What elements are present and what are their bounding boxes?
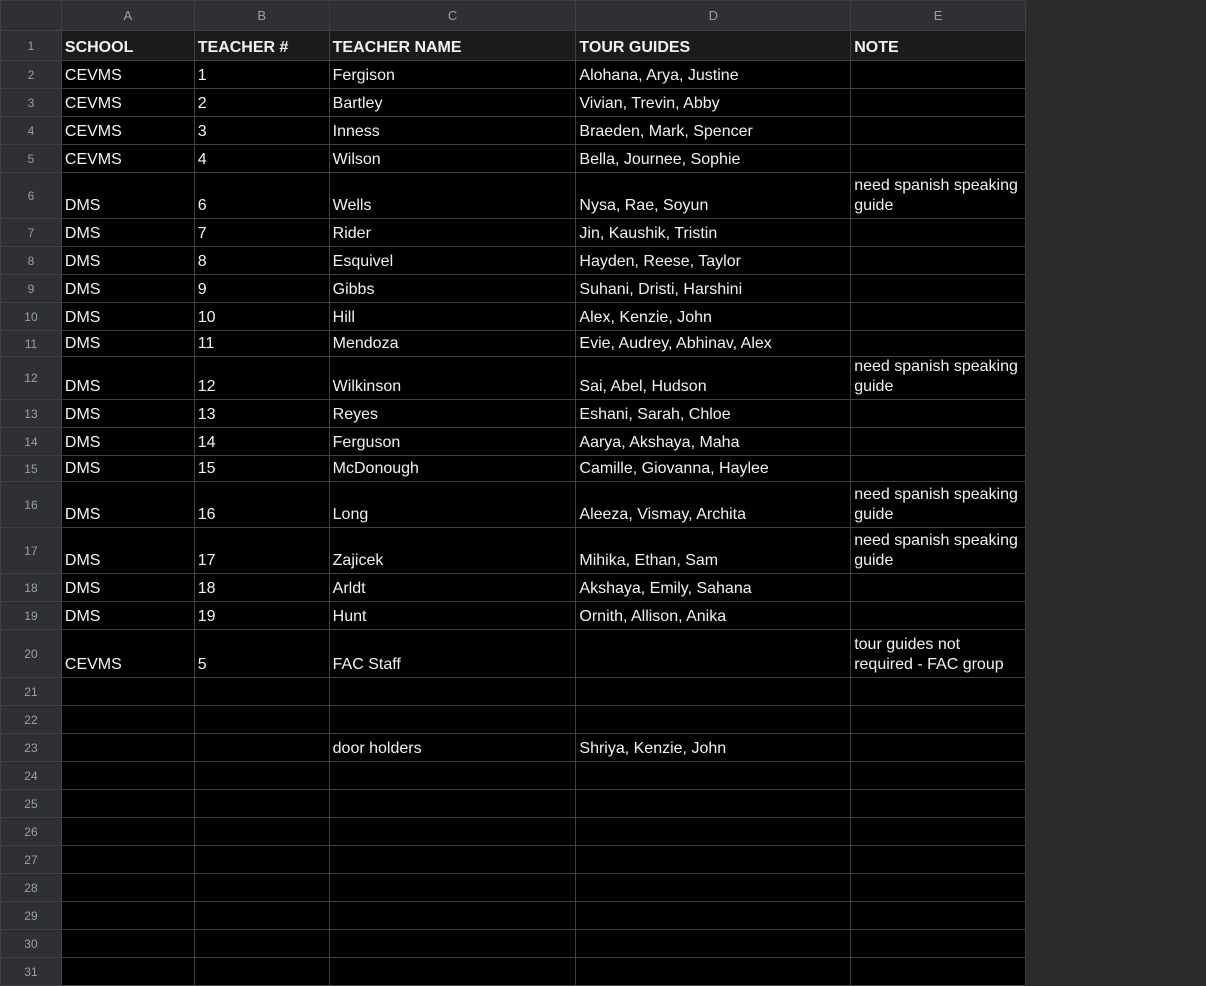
cell-school[interactable]: DMS — [61, 331, 194, 357]
cell-school[interactable] — [61, 846, 194, 874]
cell-note[interactable]: need spanish speaking guide — [851, 173, 1026, 219]
table-row — [1, 734, 1026, 762]
cell-school[interactable] — [61, 874, 194, 902]
cell-note[interactable] — [851, 930, 1026, 958]
row-header[interactable]: 7 — [1, 219, 62, 247]
column-header-d[interactable]: D — [576, 1, 851, 31]
cell-school[interactable] — [61, 958, 194, 986]
cell-teacher-name[interactable] — [329, 678, 576, 706]
table-row — [1, 145, 1026, 173]
row-header[interactable]: 21 — [1, 678, 62, 706]
row-header[interactable]: 13 — [1, 400, 62, 428]
cell-teacher-name[interactable]: door holders — [329, 734, 576, 762]
cell-tour-guides[interactable] — [576, 958, 851, 986]
row-header[interactable]: 4 — [1, 117, 62, 145]
select-all-corner[interactable] — [1, 1, 62, 31]
cell-tour-guides[interactable]: Aleeza, Vismay, Archita — [576, 482, 851, 528]
table-row — [1, 902, 1026, 930]
column-title-tour-guides[interactable]: TOUR GUIDES — [576, 31, 851, 61]
column-header-c[interactable]: C — [329, 1, 576, 31]
column-title-school[interactable]: SCHOOL — [61, 31, 194, 61]
row-header[interactable]: 11 — [1, 331, 62, 357]
empty-sheet-area — [1026, 0, 1206, 951]
cell-tour-guides[interactable]: Evie, Audrey, Abhinav, Alex — [576, 331, 851, 357]
cell-note[interactable] — [851, 762, 1026, 790]
row-header[interactable]: 10 — [1, 303, 62, 331]
cell-teacher-number[interactable] — [194, 930, 329, 958]
column-header-a[interactable]: A — [61, 1, 194, 31]
cell-teacher-name[interactable]: Long — [329, 482, 576, 528]
row-header[interactable]: 24 — [1, 762, 62, 790]
cell-teacher-number[interactable]: 7 — [194, 219, 329, 247]
cell-note[interactable] — [851, 145, 1026, 173]
cell-school[interactable] — [61, 902, 194, 930]
row-header[interactable]: 26 — [1, 818, 62, 846]
cell-teacher-name[interactable]: Zajicek — [329, 528, 576, 574]
cell-note[interactable] — [851, 846, 1026, 874]
cell-teacher-name[interactable]: Rider — [329, 219, 576, 247]
cell-school[interactable]: DMS — [61, 574, 194, 602]
cell-teacher-number[interactable]: 19 — [194, 602, 329, 630]
cell-teacher-name[interactable]: Wilson — [329, 145, 576, 173]
row-header[interactable]: 17 — [1, 528, 62, 574]
cell-note[interactable] — [851, 331, 1026, 357]
row-header[interactable]: 2 — [1, 61, 62, 89]
cell-note[interactable] — [851, 602, 1026, 630]
column-title-note[interactable]: NOTE — [851, 31, 1026, 61]
row-header[interactable]: 28 — [1, 874, 62, 902]
cell-teacher-number[interactable]: 11 — [194, 331, 329, 357]
cell-note[interactable] — [851, 219, 1026, 247]
cell-school[interactable]: DMS — [61, 173, 194, 219]
row-header[interactable]: 27 — [1, 846, 62, 874]
cell-teacher-number[interactable]: 3 — [194, 117, 329, 145]
cell-school[interactable] — [61, 706, 194, 734]
cell-tour-guides[interactable] — [576, 930, 851, 958]
cell-teacher-name[interactable] — [329, 874, 576, 902]
cell-school[interactable] — [61, 678, 194, 706]
cell-school[interactable]: DMS — [61, 303, 194, 331]
cell-tour-guides[interactable]: Alex, Kenzie, John — [576, 303, 851, 331]
table-row — [1, 528, 1026, 574]
row-header[interactable]: 14 — [1, 428, 62, 456]
table-row — [1, 357, 1026, 400]
table-row — [1, 602, 1026, 630]
cell-teacher-name[interactable]: FAC Staff — [329, 630, 576, 678]
cell-teacher-name[interactable]: Inness — [329, 117, 576, 145]
cell-teacher-name[interactable]: McDonough — [329, 456, 576, 482]
cell-tour-guides[interactable]: Shriya, Kenzie, John — [576, 734, 851, 762]
cell-school[interactable]: CEVMS — [61, 117, 194, 145]
row-header[interactable]: 20 — [1, 630, 62, 678]
cell-school[interactable]: CEVMS — [61, 61, 194, 89]
cell-note[interactable] — [851, 428, 1026, 456]
cell-tour-guides[interactable]: Braeden, Mark, Spencer — [576, 117, 851, 145]
row-header[interactable]: 19 — [1, 602, 62, 630]
row-header[interactable]: 12 — [1, 357, 62, 400]
cell-teacher-number[interactable]: 10 — [194, 303, 329, 331]
cell-tour-guides[interactable] — [576, 706, 851, 734]
cell-school[interactable]: DMS — [61, 528, 194, 574]
cell-tour-guides[interactable] — [576, 874, 851, 902]
table-row — [1, 874, 1026, 902]
cell-note[interactable] — [851, 117, 1026, 145]
table-row — [1, 846, 1026, 874]
cell-note[interactable] — [851, 958, 1026, 986]
cell-teacher-number[interactable]: 8 — [194, 247, 329, 275]
header-row — [1, 31, 1026, 61]
cell-teacher-name[interactable]: Wells — [329, 173, 576, 219]
cell-tour-guides[interactable] — [576, 902, 851, 930]
cell-tour-guides[interactable]: Alohana, Arya, Justine — [576, 61, 851, 89]
cell-teacher-number[interactable]: 15 — [194, 456, 329, 482]
cell-note[interactable]: tour guides not required - FAC group — [851, 630, 1026, 678]
row-header[interactable]: 31 — [1, 958, 62, 986]
table-row — [1, 958, 1026, 986]
cell-tour-guides[interactable] — [576, 846, 851, 874]
row-header[interactable]: 23 — [1, 734, 62, 762]
column-title-teacher-number[interactable]: TEACHER # — [194, 31, 329, 61]
cell-teacher-number[interactable] — [194, 874, 329, 902]
cell-note[interactable] — [851, 734, 1026, 762]
cell-note[interactable]: need spanish speaking guide — [851, 357, 1026, 400]
cell-teacher-name[interactable]: Ferguson — [329, 428, 576, 456]
cell-school[interactable] — [61, 762, 194, 790]
cell-note[interactable] — [851, 678, 1026, 706]
row-header[interactable]: 30 — [1, 930, 62, 958]
row-header[interactable]: 5 — [1, 145, 62, 173]
cell-teacher-name[interactable] — [329, 790, 576, 818]
cell-teacher-number[interactable]: 14 — [194, 428, 329, 456]
cell-note[interactable] — [851, 574, 1026, 602]
cell-note[interactable] — [851, 247, 1026, 275]
cell-teacher-number[interactable]: 16 — [194, 482, 329, 528]
cell-tour-guides[interactable] — [576, 818, 851, 846]
cell-teacher-number[interactable] — [194, 818, 329, 846]
row-header[interactable]: 6 — [1, 173, 62, 219]
table-row — [1, 818, 1026, 846]
cell-teacher-number[interactable] — [194, 846, 329, 874]
table-row — [1, 117, 1026, 145]
cell-note[interactable] — [851, 61, 1026, 89]
cell-teacher-number[interactable] — [194, 706, 329, 734]
cell-school[interactable]: CEVMS — [61, 89, 194, 117]
cell-teacher-number[interactable]: 5 — [194, 630, 329, 678]
table-row — [1, 574, 1026, 602]
cell-note[interactable] — [851, 902, 1026, 930]
row-header[interactable]: 15 — [1, 456, 62, 482]
table-row — [1, 482, 1026, 528]
row-header[interactable]: 16 — [1, 482, 62, 528]
cell-note[interactable]: need spanish speaking guide — [851, 482, 1026, 528]
row-header[interactable]: 8 — [1, 247, 62, 275]
cell-tour-guides[interactable]: Aarya, Akshaya, Maha — [576, 428, 851, 456]
cell-note[interactable] — [851, 818, 1026, 846]
cell-teacher-number[interactable] — [194, 790, 329, 818]
cell-tour-guides[interactable]: Akshaya, Emily, Sahana — [576, 574, 851, 602]
cell-teacher-name[interactable]: Mendoza — [329, 331, 576, 357]
row-header[interactable]: 22 — [1, 706, 62, 734]
cell-school[interactable] — [61, 790, 194, 818]
cell-teacher-name[interactable]: Reyes — [329, 400, 576, 428]
column-header-e[interactable]: E — [851, 1, 1026, 31]
cell-teacher-number[interactable] — [194, 762, 329, 790]
cell-school[interactable]: DMS — [61, 275, 194, 303]
table-row — [1, 61, 1026, 89]
column-title-teacher-name[interactable]: TEACHER NAME — [329, 31, 576, 61]
cell-tour-guides[interactable]: Bella, Journee, Sophie — [576, 145, 851, 173]
cell-tour-guides[interactable] — [576, 678, 851, 706]
cell-tour-guides[interactable]: Sai, Abel, Hudson — [576, 357, 851, 400]
cell-teacher-number[interactable] — [194, 734, 329, 762]
cell-tour-guides[interactable]: Jin, Kaushik, Tristin — [576, 219, 851, 247]
table-row — [1, 706, 1026, 734]
cell-teacher-number[interactable] — [194, 902, 329, 930]
table-row — [1, 275, 1026, 303]
cell-tour-guides[interactable]: Camille, Giovanna, Haylee — [576, 456, 851, 482]
cell-teacher-name[interactable]: Wilkinson — [329, 357, 576, 400]
cell-note[interactable] — [851, 89, 1026, 117]
cell-teacher-number[interactable]: 2 — [194, 89, 329, 117]
cell-note[interactable] — [851, 706, 1026, 734]
table-row — [1, 930, 1026, 958]
cell-note[interactable] — [851, 790, 1026, 818]
cell-school[interactable] — [61, 818, 194, 846]
cell-teacher-name[interactable]: Esquivel — [329, 247, 576, 275]
cell-teacher-number[interactable] — [194, 678, 329, 706]
cell-teacher-name[interactable]: Bartley — [329, 89, 576, 117]
table-row — [1, 219, 1026, 247]
cell-school[interactable]: CEVMS — [61, 145, 194, 173]
cell-teacher-number[interactable]: 18 — [194, 574, 329, 602]
cell-teacher-name[interactable] — [329, 818, 576, 846]
cell-tour-guides[interactable]: Hayden, Reese, Taylor — [576, 247, 851, 275]
cell-school[interactable]: DMS — [61, 428, 194, 456]
cell-teacher-number[interactable]: 4 — [194, 145, 329, 173]
table-row — [1, 247, 1026, 275]
cell-school[interactable]: DMS — [61, 219, 194, 247]
table-row — [1, 303, 1026, 331]
cell-tour-guides[interactable]: Vivian, Trevin, Abby — [576, 89, 851, 117]
table-row — [1, 678, 1026, 706]
cell-school[interactable]: DMS — [61, 602, 194, 630]
cell-tour-guides[interactable]: Nysa, Rae, Soyun — [576, 173, 851, 219]
cell-school[interactable]: DMS — [61, 247, 194, 275]
cell-school[interactable]: CEVMS — [61, 630, 194, 678]
cell-note[interactable] — [851, 874, 1026, 902]
cell-note[interactable] — [851, 456, 1026, 482]
table-row — [1, 331, 1026, 357]
row-header[interactable]: 25 — [1, 790, 62, 818]
cell-school[interactable]: DMS — [61, 357, 194, 400]
table-row — [1, 630, 1026, 678]
cell-teacher-name[interactable] — [329, 762, 576, 790]
cell-tour-guides[interactable] — [576, 630, 851, 678]
cell-school[interactable] — [61, 930, 194, 958]
cell-teacher-name[interactable]: Arldt — [329, 574, 576, 602]
cell-note[interactable] — [851, 400, 1026, 428]
cell-teacher-number[interactable]: 6 — [194, 173, 329, 219]
cell-tour-guides[interactable]: Eshani, Sarah, Chloe — [576, 400, 851, 428]
cell-teacher-name[interactable] — [329, 958, 576, 986]
row-header[interactable]: 29 — [1, 902, 62, 930]
table-row — [1, 89, 1026, 117]
cell-teacher-number[interactable] — [194, 958, 329, 986]
cell-teacher-name[interactable]: Fergison — [329, 61, 576, 89]
row-header[interactable]: 9 — [1, 275, 62, 303]
cell-tour-guides[interactable]: Suhani, Dristi, Harshini — [576, 275, 851, 303]
cell-tour-guides[interactable]: Ornith, Allison, Anika — [576, 602, 851, 630]
column-header-row — [1, 1, 1026, 31]
cell-teacher-name[interactable] — [329, 930, 576, 958]
table-row — [1, 400, 1026, 428]
cell-tour-guides[interactable] — [576, 790, 851, 818]
cell-teacher-name[interactable] — [329, 902, 576, 930]
cell-school[interactable]: DMS — [61, 482, 194, 528]
cell-teacher-number[interactable]: 17 — [194, 528, 329, 574]
cell-teacher-name[interactable] — [329, 706, 576, 734]
cell-school[interactable]: DMS — [61, 456, 194, 482]
cell-teacher-name[interactable] — [329, 846, 576, 874]
cell-note[interactable] — [851, 275, 1026, 303]
cell-school[interactable]: DMS — [61, 400, 194, 428]
table-row — [1, 762, 1026, 790]
table-row — [1, 456, 1026, 482]
table-row — [1, 173, 1026, 219]
row-header[interactable]: 1 — [1, 31, 62, 61]
cell-note[interactable]: need spanish speaking guide — [851, 528, 1026, 574]
column-header-b[interactable]: B — [194, 1, 329, 31]
cell-teacher-name[interactable]: Gibbs — [329, 275, 576, 303]
cell-tour-guides[interactable]: Mihika, Ethan, Sam — [576, 528, 851, 574]
cell-teacher-number[interactable]: 13 — [194, 400, 329, 428]
table-row — [1, 428, 1026, 456]
cell-tour-guides[interactable] — [576, 762, 851, 790]
row-header[interactable]: 3 — [1, 89, 62, 117]
cell-teacher-name[interactable]: Hill — [329, 303, 576, 331]
cell-teacher-name[interactable]: Hunt — [329, 602, 576, 630]
cell-teacher-number[interactable]: 12 — [194, 357, 329, 400]
cell-teacher-number[interactable]: 9 — [194, 275, 329, 303]
cell-note[interactable] — [851, 303, 1026, 331]
cell-school[interactable] — [61, 734, 194, 762]
cell-teacher-number[interactable]: 1 — [194, 61, 329, 89]
row-header[interactable]: 18 — [1, 574, 62, 602]
table-row — [1, 790, 1026, 818]
